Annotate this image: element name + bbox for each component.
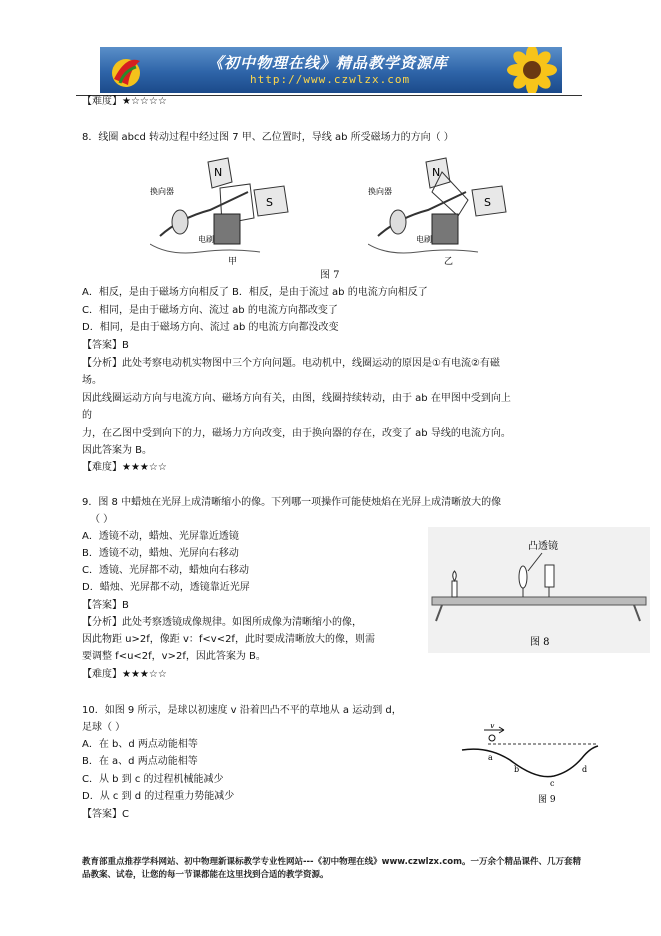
q8-analysis-line: 场。 <box>82 375 102 386</box>
footer-note: 教育部重点推荐学科网站、初中物理新课标教学专业性网站---《初中物理在线》www.czwlzx.com。一万余个精品课件、几万套精品教案、试卷，让您的每一节课都能在这里找到合适的教学资源。 <box>82 857 581 880</box>
fig7-right-caption: 乙 <box>444 257 454 267</box>
commutator-label: 换向器 <box>368 187 392 196</box>
q9-analysis-line: 因此物距 u>2f，像距 v：f<v<2f，此时要成清晰放大的像，则需 <box>82 634 375 645</box>
q9-option-c: C．透镜、光屏都不动，蜡烛向右移动 <box>82 565 249 576</box>
q10-option-d: D．从 c 到 d 的过程重力势能减少 <box>82 791 235 802</box>
q8-analysis-line: 因此线圈运动方向与电流方向、磁场方向有关，由图，线圈持续转动，由于 ab 在甲图中受到向上 <box>82 393 511 404</box>
q10-option-a: A．在 b、d 两点动能相等 <box>82 739 198 750</box>
q9-stem-bracket: （ ） <box>90 514 114 525</box>
point-c-label: c <box>550 779 555 788</box>
q8-stem: 8．线圈 abcd 转动过程中经过图 7 甲、乙位置时，导线 ab 所受磁场力的方向（ ） <box>82 132 454 143</box>
q8-analysis-line: 的 <box>82 410 92 421</box>
fig7-left-caption: 甲 <box>228 257 238 267</box>
velocity-label: v <box>490 724 495 730</box>
q9-answer: 【答案】B <box>82 600 129 611</box>
banner-url[interactable]: http://www.czwlzx.com <box>250 73 411 86</box>
q8-option-d: D．相同，是由于磁场方向、流过 ab 的电流方向都没改变 <box>82 322 339 333</box>
header-banner <box>100 47 562 93</box>
fig8-caption: 图 8 <box>530 637 550 648</box>
fig7-caption: 图 7 <box>320 270 340 281</box>
q8-option-c: C．相同，是由于磁场方向、流过 ab 的电流方向都改变了 <box>82 305 338 316</box>
magnet-s-label: S <box>266 196 273 209</box>
magnet-s-label: S <box>484 196 491 209</box>
logo-icon <box>106 51 146 89</box>
point-a-label: a <box>488 753 493 762</box>
q8-analysis-line: 【分析】此处考察电动机实物图中三个方向问题。电动机中，线圈运动的原因是①有电流②有磁 <box>82 358 500 369</box>
figure-9 <box>458 724 608 808</box>
point-b-label: b <box>514 765 520 774</box>
q9-option-d: D．蜡烛、光屏都不动，透镜靠近光屏 <box>82 582 250 593</box>
q9-option-b: B．透镜不动，蜡烛、光屏向右移动 <box>82 548 239 559</box>
lens-label: 凸透镜 <box>528 541 558 552</box>
banner-title: 《初中物理在线》精品教学资源库 <box>208 54 449 72</box>
q10-option-c: C．从 b 到 c 的过程机械能减少 <box>82 774 224 785</box>
sunflower-icon <box>498 47 562 93</box>
q8-option-ab: A．相反，是由于磁场方向相反了 B．相反，是由于流过 ab 的电流方向相反了 <box>82 287 428 298</box>
q9-analysis-line: 要调整 f<u<2f，v>2f，因此答案为 B。 <box>82 651 266 662</box>
q9-option-a: A．透镜不动，蜡烛、光屏靠近透镜 <box>82 531 239 542</box>
q8-answer: 【答案】B <box>82 340 129 351</box>
figure-7-right <box>368 152 518 270</box>
figure-7-left <box>150 152 300 270</box>
point-d-label: d <box>582 765 588 774</box>
q8-difficulty: 【难度】★★★☆☆ <box>82 462 167 473</box>
q7-difficulty: 【难度】★☆☆☆☆ <box>82 96 167 107</box>
q9-analysis-line: 【分析】此处考察透镜成像规律。如图所成像为清晰缩小的像， <box>82 617 362 628</box>
q10-stem: 10．如图 9 所示，是球以初速度 v 沿着凹凸不平的草地从 a 运动到 d， <box>82 705 402 716</box>
brush-label: 电刷 <box>198 235 214 244</box>
commutator-label: 换向器 <box>150 187 174 196</box>
q8-analysis-line: 因此答案为 B。 <box>82 445 153 456</box>
brush-label: 电刷 <box>416 235 432 244</box>
q10-option-b: B．在 a、d 两点动能相等 <box>82 756 198 767</box>
q10-stem-line2: 足球（ ） <box>82 722 126 733</box>
magnet-n-label: N <box>432 166 441 179</box>
fig9-caption: 图 9 <box>538 795 556 805</box>
q8-analysis-line: 力，在乙图中受到向下的力，磁场力方向改变，由于换向器的存在，改变了 ab 导线的电流方向。 <box>82 428 511 439</box>
figure-8 <box>428 527 650 653</box>
q9-difficulty: 【难度】★★★☆☆ <box>82 669 167 680</box>
q10-answer: 【答案】C <box>82 809 129 820</box>
magnet-n-label: N <box>214 166 223 179</box>
q9-stem: 9．图 8 中蜡烛在光屏上成清晰缩小的像。下列哪一项操作可能使烛焰在光屏上成清晰放大的像 <box>82 497 502 508</box>
